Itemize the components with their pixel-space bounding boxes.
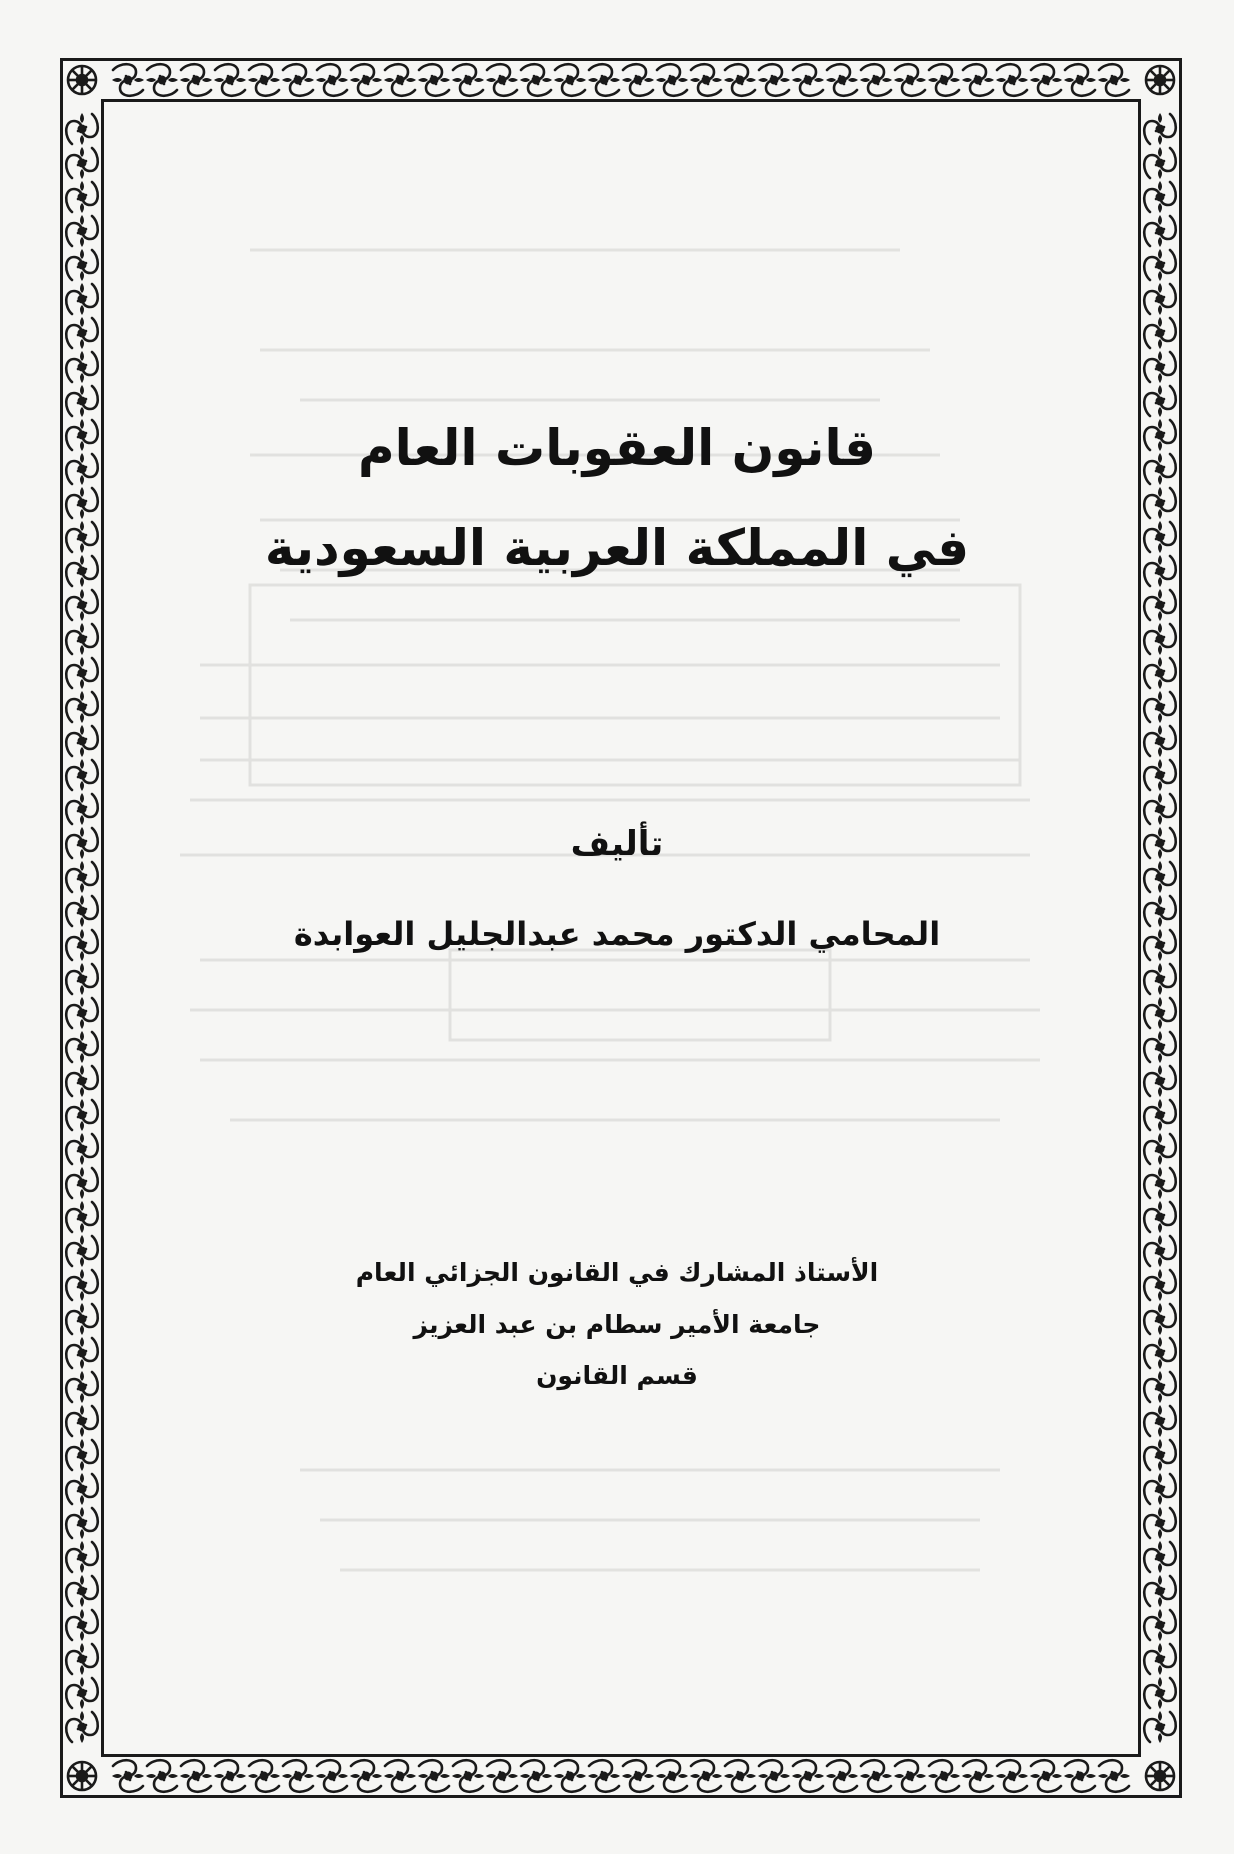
author-department: قسم القانون <box>536 1361 698 1390</box>
book-title-line-2: في المملكة العربية السعودية <box>264 519 970 577</box>
title-page <box>140 0 1094 1854</box>
author-name: المحامي الدكتور محمد عبدالجليل العوابدة <box>293 915 941 953</box>
author-position: الأستاذ المشارك في القانون الجزائي العام <box>355 1258 879 1287</box>
author-label: تأليف <box>570 824 664 864</box>
book-title-line-1: قانون العقوبات العام <box>358 419 876 477</box>
author-university: جامعة الأمير سطام بن عبد العزيز <box>413 1310 821 1339</box>
